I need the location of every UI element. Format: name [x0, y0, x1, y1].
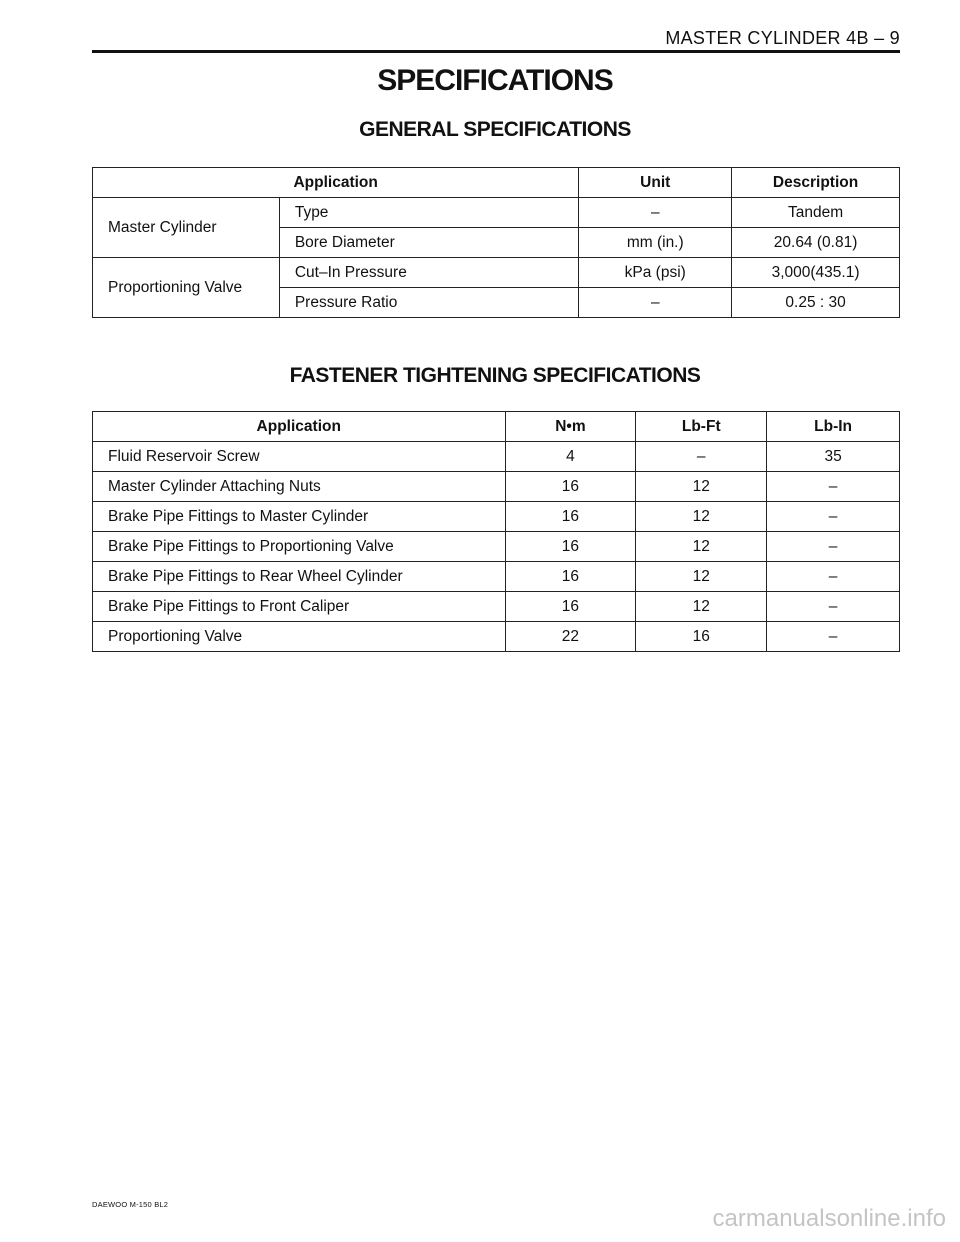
- item-cell: Cut–In Pressure: [279, 258, 579, 288]
- nm-cell: 22: [505, 622, 636, 652]
- general-specs-table: [92, 167, 900, 318]
- nm-cell: 16: [505, 502, 636, 532]
- table-header-row: [93, 168, 900, 198]
- footer-code: DAEWOO M-150 BL2: [92, 1200, 169, 1209]
- lbft-cell: 12: [636, 502, 767, 532]
- group-name: Master Cylinder: [93, 198, 280, 258]
- table-row: [93, 442, 900, 472]
- lbin-cell: –: [767, 592, 900, 622]
- table-row: [93, 592, 900, 622]
- description-cell: 20.64 (0.81): [732, 228, 900, 258]
- nm-cell: 16: [505, 472, 636, 502]
- page-title: SPECIFICATIONS: [377, 64, 613, 97]
- lbin-cell: –: [767, 562, 900, 592]
- fastener-specs-table: [92, 411, 900, 652]
- item-cell: Bore Diameter: [279, 228, 579, 258]
- fastener-specs-title: FASTENER TIGHTENING SPECIFICATIONS: [289, 364, 701, 387]
- nm-cell: 4: [505, 442, 636, 472]
- lbin-cell: 35: [767, 442, 900, 472]
- lbft-cell: –: [636, 442, 767, 472]
- lbin-cell: –: [767, 532, 900, 562]
- page-header: MASTER CYLINDER 4B – 9: [665, 28, 900, 48]
- header-description: Description: [732, 168, 900, 198]
- group-name: Proportioning Valve: [93, 258, 280, 318]
- header-application: Application: [93, 412, 506, 442]
- lbin-cell: –: [767, 502, 900, 532]
- lbft-cell: 12: [636, 592, 767, 622]
- application-cell: Fluid Reservoir Screw: [93, 442, 506, 472]
- table-row: [93, 532, 900, 562]
- application-cell: Master Cylinder Attaching Nuts: [93, 472, 506, 502]
- nm-cell: 16: [505, 532, 636, 562]
- watermark: carmanualsonline.info: [712, 1205, 946, 1232]
- header-application: Application: [93, 168, 579, 198]
- header-lbft: Lb-Ft: [636, 412, 767, 442]
- unit-cell: kPa (psi): [579, 258, 732, 288]
- application-cell: Brake Pipe Fittings to Proportioning Valve: [93, 532, 506, 562]
- description-cell: 0.25 : 30: [732, 288, 900, 318]
- table-row: [93, 562, 900, 592]
- general-specs-title: GENERAL SPECIFICATIONS: [359, 118, 631, 141]
- lbft-cell: 12: [636, 562, 767, 592]
- header-unit: Unit: [579, 168, 732, 198]
- application-cell: Proportioning Valve: [93, 622, 506, 652]
- item-cell: Pressure Ratio: [279, 288, 579, 318]
- nm-cell: 16: [505, 592, 636, 622]
- lbft-cell: 12: [636, 472, 767, 502]
- lbin-cell: –: [767, 472, 900, 502]
- header-lbin: Lb-In: [767, 412, 900, 442]
- header-rule: [92, 50, 900, 53]
- item-cell: Type: [279, 198, 579, 228]
- header-nm: N•m: [505, 412, 636, 442]
- table-row: [93, 258, 900, 288]
- unit-cell: mm (in.): [579, 228, 732, 258]
- lbft-cell: 16: [636, 622, 767, 652]
- table-row: [93, 502, 900, 532]
- table-row: [93, 198, 900, 228]
- lbft-cell: 12: [636, 532, 767, 562]
- unit-cell: –: [579, 288, 732, 318]
- table-header-row: [93, 412, 900, 442]
- table-row: [93, 622, 900, 652]
- description-cell: 3,000(435.1): [732, 258, 900, 288]
- table-row: [93, 472, 900, 502]
- description-cell: Tandem: [732, 198, 900, 228]
- lbin-cell: –: [767, 622, 900, 652]
- application-cell: Brake Pipe Fittings to Front Caliper: [93, 592, 506, 622]
- unit-cell: –: [579, 198, 732, 228]
- application-cell: Brake Pipe Fittings to Master Cylinder: [93, 502, 506, 532]
- application-cell: Brake Pipe Fittings to Rear Wheel Cylinder: [93, 562, 506, 592]
- nm-cell: 16: [505, 562, 636, 592]
